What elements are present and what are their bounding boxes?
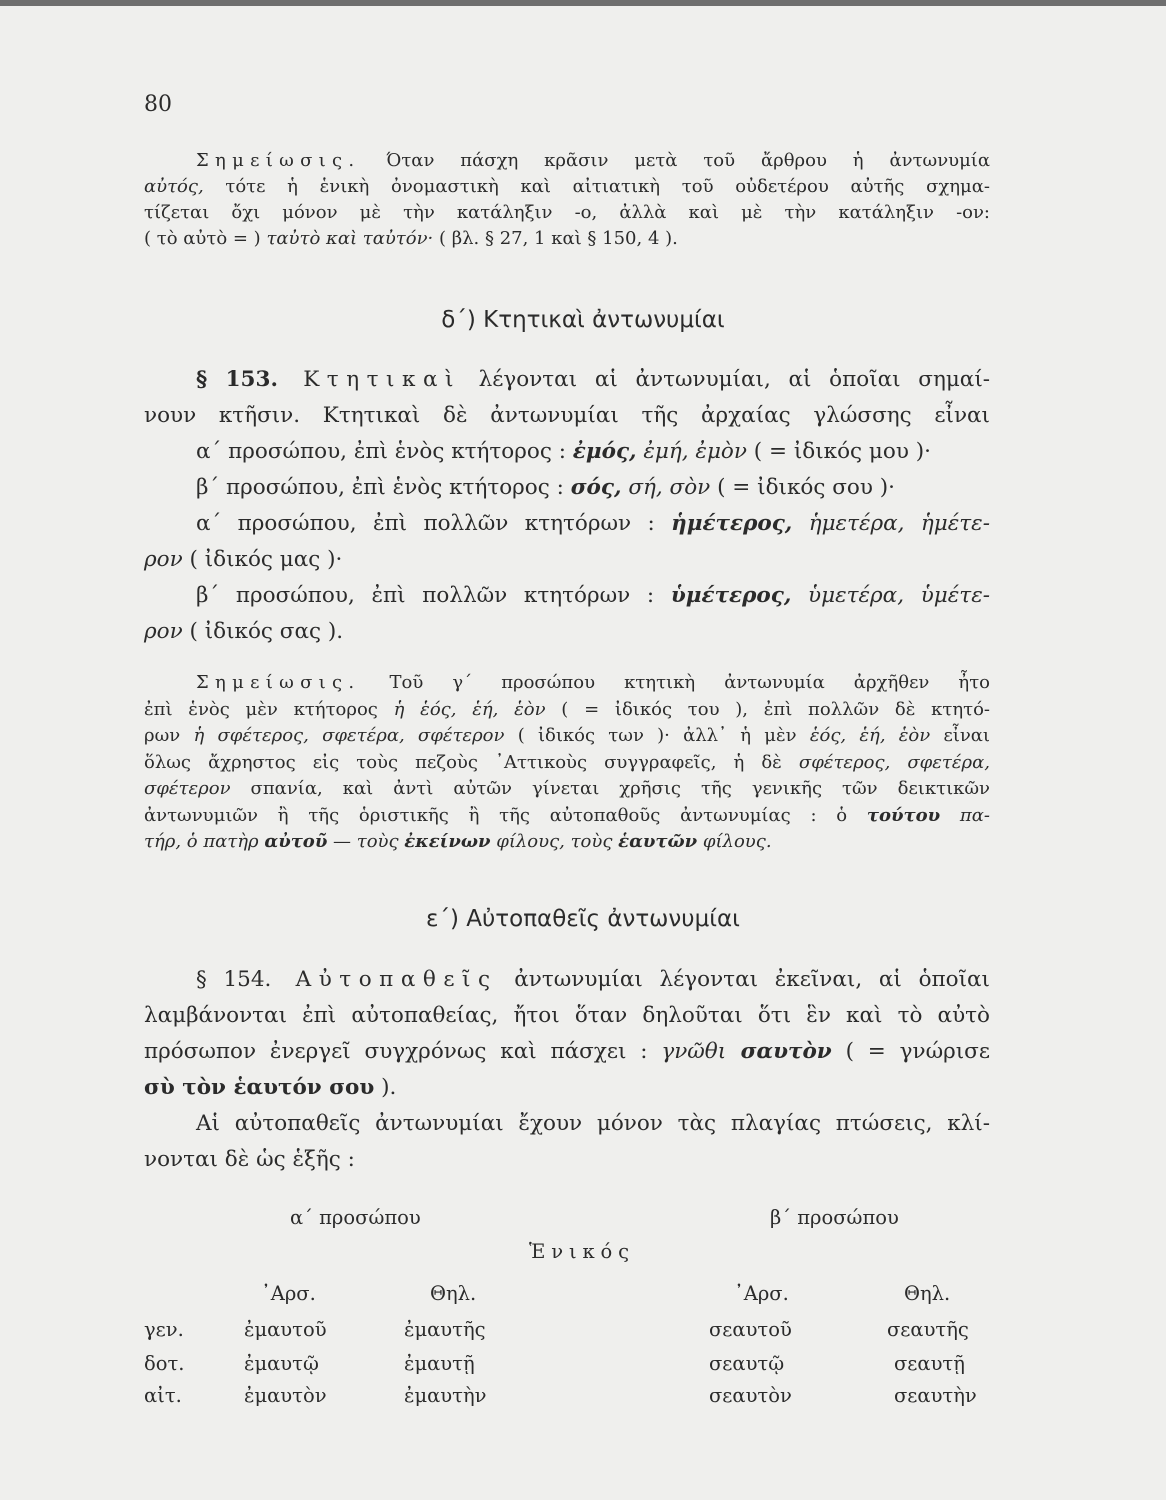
form-cell: σεαυτῆς [887, 1318, 969, 1341]
header-masc-1: ᾿Αρσ. [261, 1282, 316, 1305]
header-masc-2: ᾿Αρσ. [734, 1282, 789, 1305]
header-second-person: β΄ προσώπου [770, 1206, 899, 1229]
form-cell: σεαυτὸν [709, 1384, 792, 1407]
form-cell: ἐμαυτὸν [244, 1384, 327, 1407]
header-number: Ἑνικός [529, 1240, 635, 1263]
form-cell: ἐμαυτὴν [404, 1384, 487, 1407]
note-label: Σημείωσις. [196, 150, 361, 171]
paragraph-153: § 153. Κτητικαὶ λέγονται αἱ ἀντωνυμίαι, αἱ ὁποῖαι σημαί- νουν κτῆσιν. Κτητικαὶ δὲ ἀντωνυμίαι τῆς ἀρχαίας γλώσσης εἶναι α΄ προσώπου, ἐπὶ ἑνὸς κτήτορος : ἐμός, ἐμή, ἐμὸν ( = ἰδικός μου )· β΄ προσώπου, ἐπὶ ἑνὸς κτήτορος : σός, σή, σὸν ( = ἰδικός σου )· α΄ προσώπου, ἐπὶ πολλῶν κτητόρων : ἡμέτερος, ἡμετέρα, ἡμέτε- ρον ( ἰδικός μας )· β΄ προσώπου, ἐπὶ πολλῶν κτητόρων : ὑμέτερος, ὑμετέρα, ὑμέτε- ρον ( ἰδικός σας ). [144, 367, 991, 644]
header-first-person: α΄ προσώπου [290, 1206, 421, 1229]
page-number: 80 [144, 92, 172, 117]
form-cell: ἐμαυτῆς [404, 1318, 486, 1341]
paragraph-number: § 153. [196, 367, 278, 392]
case-label: γεν. [144, 1318, 184, 1341]
note-label: Σημείωσις. [196, 672, 361, 693]
case-label: δοτ. [144, 1352, 185, 1375]
note-third-person-possessive: Σημείωσις. Τοῦ γ΄ προσώπου κτητικὴ ἀντωνυμία ἀρχῆθεν ἦτο ἐπὶ ἑνὸς μὲν κτήτορος ἡ ἑός, ἑή, ἑὸν ( = ἰδικός του ), ἐπὶ πολλῶν δὲ κτητό- ρων ἡ σφέτερος, σφετέρα, σφέτερον ( ἰδικός των )· ἀλλ᾽ ἡ μὲν ἑός, ἑή, ἑὸν εἶναι ὅλως ἄχρηστος εἰς τοὺς πεζοὺς ᾿Αττικοὺς συγγραφεῖς, ἡ δὲ σφέτερος, σφετέρα, σφέτερον σπανία, καὶ ἀντὶ αὐτῶν γίνεται χρῆσις τῆς γενικῆς τῶν δεικτικῶν ἀντωνυμιῶν ἢ τῆς ὁριστικῆς ἢ τῆς αὐτοπαθοῦς ἀντωνυμίας : ὁ τούτου πα- τήρ, ὁ πατὴρ αὐτοῦ — τοὺς ἐκείνων φίλους, τοὺς ἑαυτῶν φίλους. [144, 672, 990, 852]
section-heading-possessive: δ΄) Κτητικαὶ ἀντωνυμίαι [441, 307, 725, 333]
form-cell: σεαυτοῦ [709, 1318, 792, 1341]
form-cell: ἐμαυτῇ [404, 1352, 475, 1375]
paragraph-154: § 154. Αὐτοπαθεῖς ἀντωνυμίαι λέγονται ἐκεῖναι, αἱ ὁποῖαι λαμβάνονται ἐπὶ αὐτοπαθείας, ἤτοι ὅταν δηλοῦται ὅτι ἓν καὶ τὸ αὐτὸ πρόσωπον ἐνεργεῖ συγχρόνως καὶ πάσχει : γνῶθι σαυτὸν ( = γνώρισε σὺ τὸν ἑαυτόν σου ). Αἱ αὐτοπαθεῖς ἀντωνυμίαι ἔχουν μόνον τὰς πλαγίας πτώσεις, κλί- νονται δὲ ὡς ἑξῆς : [144, 967, 990, 1172]
section-heading-reflexive: ε΄) Αὐτοπαθεῖς ἀντωνυμίαι [426, 906, 740, 932]
note-neuter-crasis: Σημείωσις. Όταν πάσχη κρᾶσιν μετὰ τοῦ ἄρθρου ἡ ἀντωνυμία αὐτός, τότε ἡ ἑνικὴ ὀνομαστικὴ καὶ αἰτιατικὴ τοῦ οὐδετέρου αὐτῆς σχημα- τίζεται ὄχι μόνον μὲ τὴν κατάληξιν -ο, ἀλλὰ καὶ μὲ τὴν κατάληξιν -ον: ( τὸ αὐτὸ = ) ταὐτὸ καὶ ταὐτόν· ( βλ. § 27, 1 καὶ § 150, 4 ). [144, 150, 990, 249]
form-cell: σεαυτῇ [894, 1352, 965, 1375]
reflexive-paradigm-table [144, 1198, 990, 1418]
form-cell: σεαυτῷ [709, 1352, 785, 1375]
paragraph-number: § 154. [196, 967, 272, 992]
scan-edge [0, 0, 1166, 6]
case-label: αἰτ. [144, 1384, 182, 1407]
header-fem-1: Θηλ. [430, 1282, 477, 1305]
header-fem-2: Θηλ. [904, 1282, 951, 1305]
form-cell: σεαυτὴν [894, 1384, 977, 1407]
form-cell: ἐμαυτοῦ [244, 1318, 327, 1341]
form-cell: ἐμαυτῷ [244, 1352, 319, 1375]
